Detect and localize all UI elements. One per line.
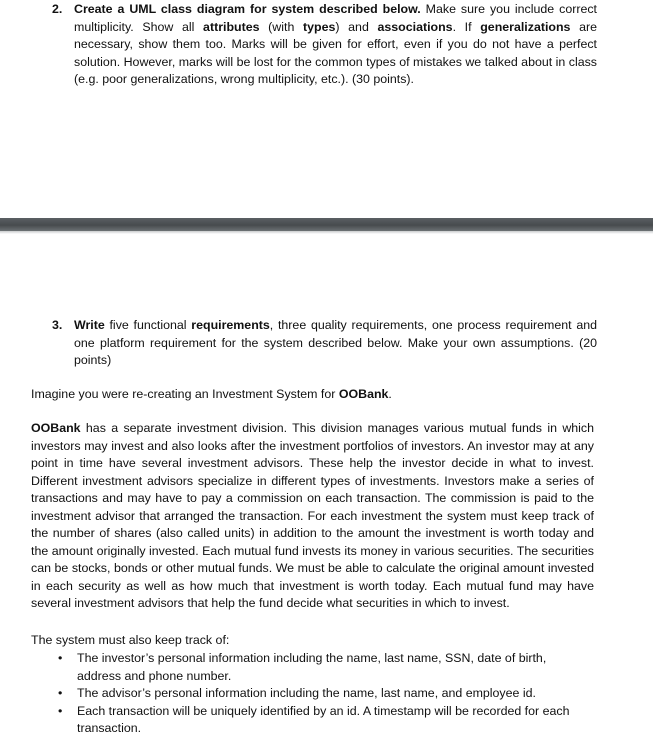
list-item-text: The advisor’s personal information including the name, last name, and employee id.	[77, 686, 536, 700]
question-3-requirements: requirements	[191, 318, 270, 332]
bullet-icon: •	[58, 703, 63, 718]
description-bank-name: OOBank	[31, 421, 81, 435]
question-2-text-1: Make sure you include correct multiplicity. Show all	[74, 2, 597, 34]
question-3	[52, 317, 597, 370]
question-2-text-5: are necessary, show them too. Marks will be given for effort, even if you do not have a perfect solution. However, marks will be lost for the common types of mistakes we talked about in class (e.g. poor generalizations, wrong multiplicity, etc.). (30 points).	[74, 19, 598, 86]
tracking-list	[31, 650, 594, 738]
question-3-write: Write	[74, 318, 105, 332]
intro-end: .	[388, 387, 392, 401]
intro-bank-name: OOBank	[338, 387, 389, 401]
list-item	[31, 685, 594, 703]
list-item-text: The investor’s personal information including the name, last name, SSN, date of birth, address and phone number.	[77, 651, 547, 683]
question-3-number: 3.	[52, 318, 63, 332]
question-3-text-1: five functional	[104, 318, 192, 332]
description-paragraph	[31, 420, 594, 613]
question-2-lead: Create a UML class diagram for system described below.	[74, 2, 421, 16]
page-separator-shadow	[0, 231, 653, 234]
intro-paragraph	[31, 386, 594, 404]
bullet-icon: •	[58, 686, 63, 700]
question-3-text-2: , three quality requirements, one process requirement and one platform requirement for the system described below. Make your own assumptions. (20 points)	[74, 318, 597, 367]
question-2-number: 2.	[52, 2, 63, 16]
list-item	[31, 650, 594, 685]
question-2-text-4: . If	[452, 19, 481, 34]
question-2	[52, 1, 597, 89]
question-2-associations: associations	[377, 19, 453, 34]
question-2-attributes: attributes	[203, 19, 260, 34]
question-2-generalizations: generalizations	[480, 19, 571, 34]
page-separator	[0, 218, 653, 231]
list-item	[31, 703, 594, 738]
question-2-types: types	[303, 19, 336, 34]
question-2-text	[74, 1, 597, 89]
tracking-label: The system must also keep track of:	[31, 633, 230, 647]
description-text: has a separate investment division. This division manages various mutual funds in which investors may invest and also looks after the investment portfolios of investors. An investor may at any point in time have several investment advisors. These help the investor decide in what to invest. Different investment advisors specialize in different types of investments. Investors make a series of transactions and may have to pay a commission on each transaction. The commission is paid to the investment advisor that arranged the transaction. For each investment the system must keep track of the number of shares (also called units) in addition to the amount the investment is worth today and the amount originally invested. Each mutual fund invests its money in various securities. The securities can be stocks, bonds or other mutual funds. We must be able to calculate the original amount invested in each security as well as how much that investment is worth today. Each mutual fund may have several investment advisors that help the fund decide what securities in which to invest.	[31, 421, 594, 610]
question-2-text-3: ) and	[335, 19, 378, 34]
question-3-text	[74, 317, 597, 370]
intro-text: Imagine you were re-creating an Investment System for	[31, 387, 339, 401]
bullet-icon: •	[58, 651, 63, 665]
list-item-text: Each transaction will be uniquely identified by an id. A timestamp will be recorded for each transaction.	[77, 703, 570, 735]
question-2-text-2: (with	[259, 19, 303, 34]
